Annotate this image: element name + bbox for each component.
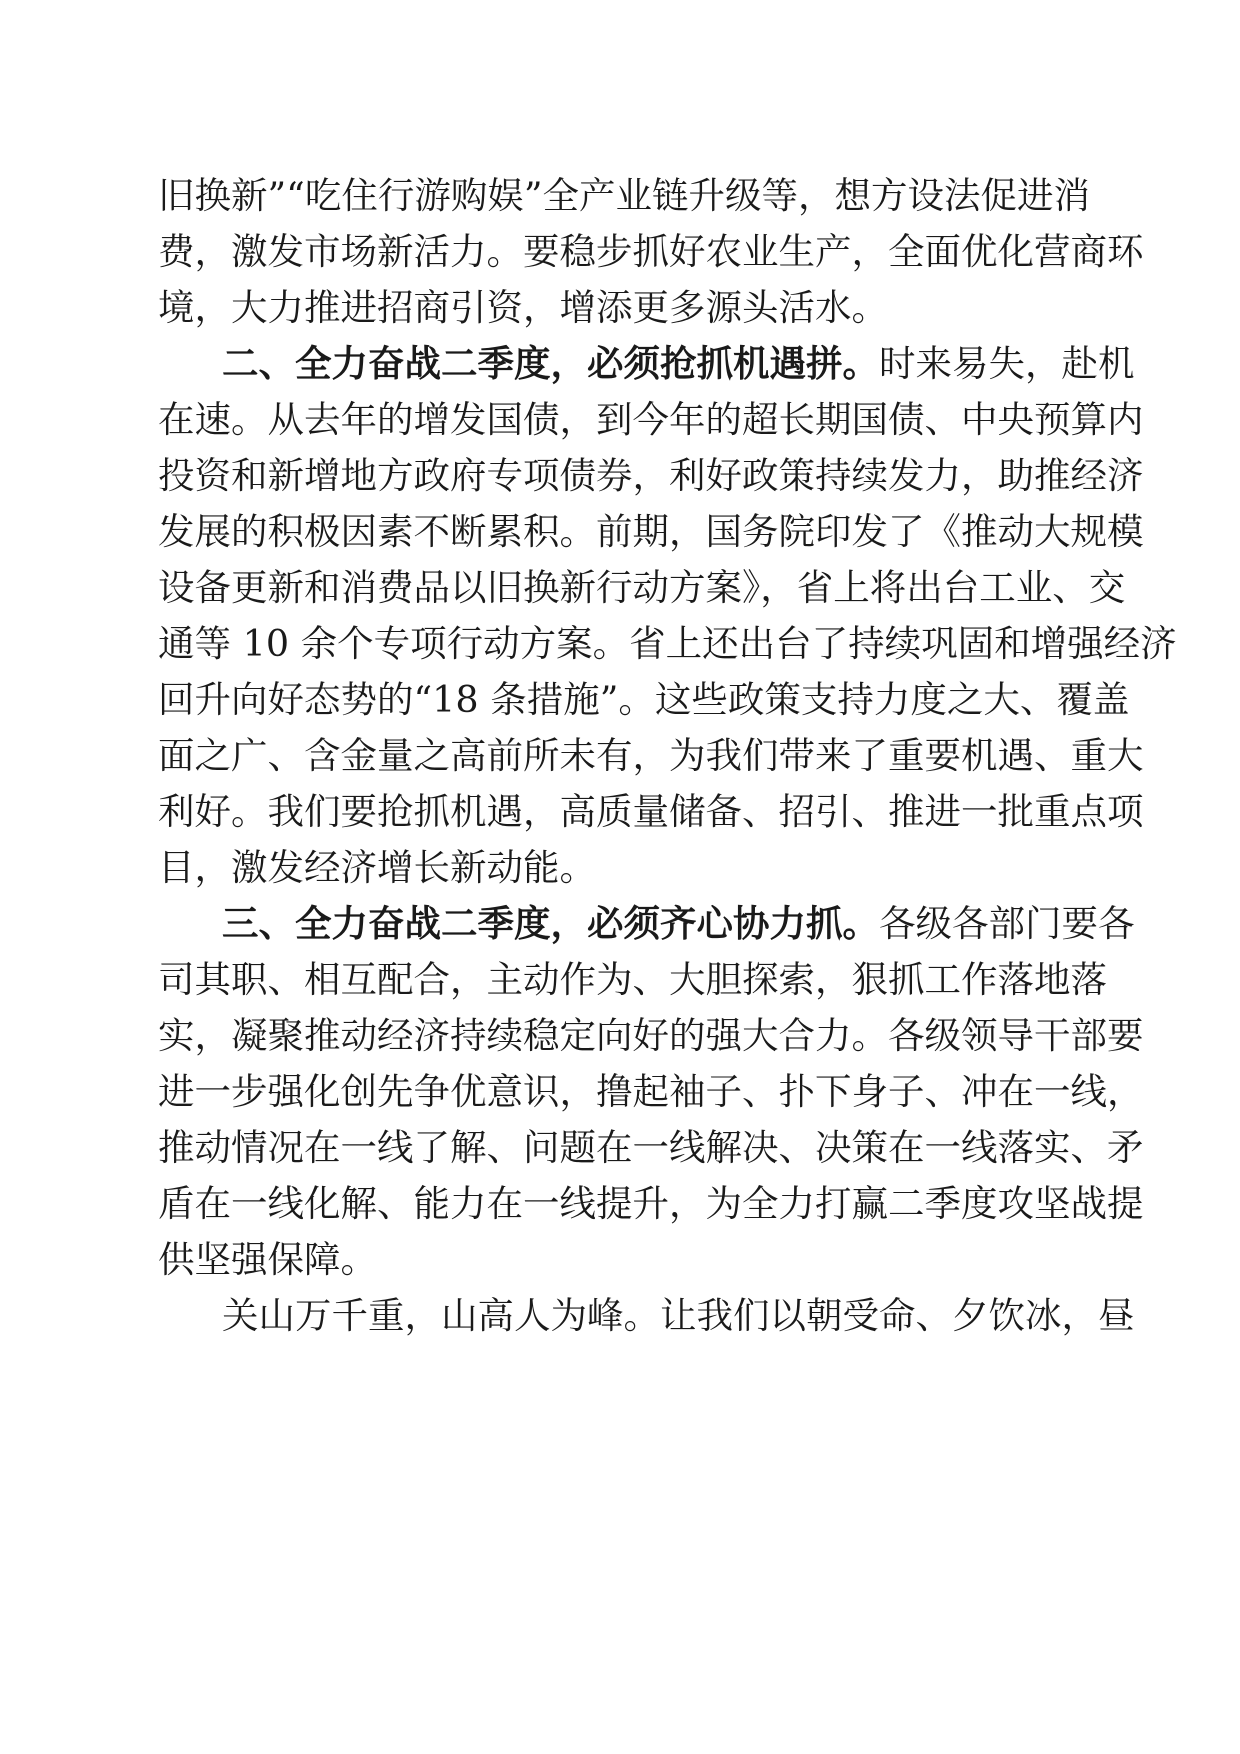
text-line: 境，大力推进招商引资，增添更多源头活水。: [158, 286, 888, 329]
text-line: 进一步强化创先争优意识，撸起袖子、扑下身子、冲在一线，: [158, 1070, 1144, 1113]
section-heading: 三、全力奋战二季度，必须齐心协力抓。: [222, 902, 879, 945]
text-line: 盾在一线化解、能力在一线提升，为全力打赢二季度攻坚战提: [158, 1182, 1144, 1225]
text-line: 回升向好态势的“18 条措施”。这些政策支持力度之大、覆盖: [158, 678, 1130, 721]
text-line: 设备更新和消费品以旧换新行动方案》，省上将出台工业、交: [158, 566, 1126, 609]
text-run: 时来易失，赴机: [879, 342, 1135, 385]
text-line: 在速。从去年的增发国债，到今年的超长期国债、中央预算内: [158, 398, 1144, 441]
section-heading: 二、全力奋战二季度，必须抢抓机遇拼。: [222, 342, 879, 385]
text-line: 实，凝聚推动经济持续稳定向好的强大合力。各级领导干部要: [158, 1014, 1144, 1057]
text-line: 司其职、相互配合，主动作为、大胆探索，狠抓工作落地落: [158, 958, 1107, 1001]
text-line: 面之广、含金量之高前所未有，为我们带来了重要机遇、重大: [158, 734, 1144, 777]
text-line: 推动情况在一线了解、问题在一线解决、决策在一线落实、矛: [158, 1126, 1144, 1169]
text-line: 投资和新增地方政府专项债券，利好政策持续发力，助推经济: [158, 454, 1144, 497]
text-line: 供坚强保障。: [158, 1238, 377, 1281]
text-line: 目，激发经济增长新动能。: [158, 846, 596, 889]
text-line: 通等 10 余个专项行动方案。省上还出台了持续巩固和增强经济: [158, 622, 1177, 665]
text-line: 费，激发市场新活力。要稳步抓好农业生产，全面优化营商环: [158, 230, 1144, 273]
text-line: [222, 902, 1135, 945]
text-line: 旧换新”“吃住行游购娱”全产业链升级等，想方设法促进消: [158, 174, 1090, 217]
text-run: 各级各部门要各: [879, 902, 1135, 945]
text-line: [222, 342, 1135, 385]
text-line: 关山万千重，山高人为峰。让我们以朝受命、夕饮冰，昼: [222, 1294, 1135, 1337]
text-line: 利好。我们要抢抓机遇，高质量储备、招引、推进一批重点项: [158, 790, 1144, 833]
text-line: 发展的积极因素不断累积。前期，国务院印发了《推动大规模: [158, 510, 1144, 553]
